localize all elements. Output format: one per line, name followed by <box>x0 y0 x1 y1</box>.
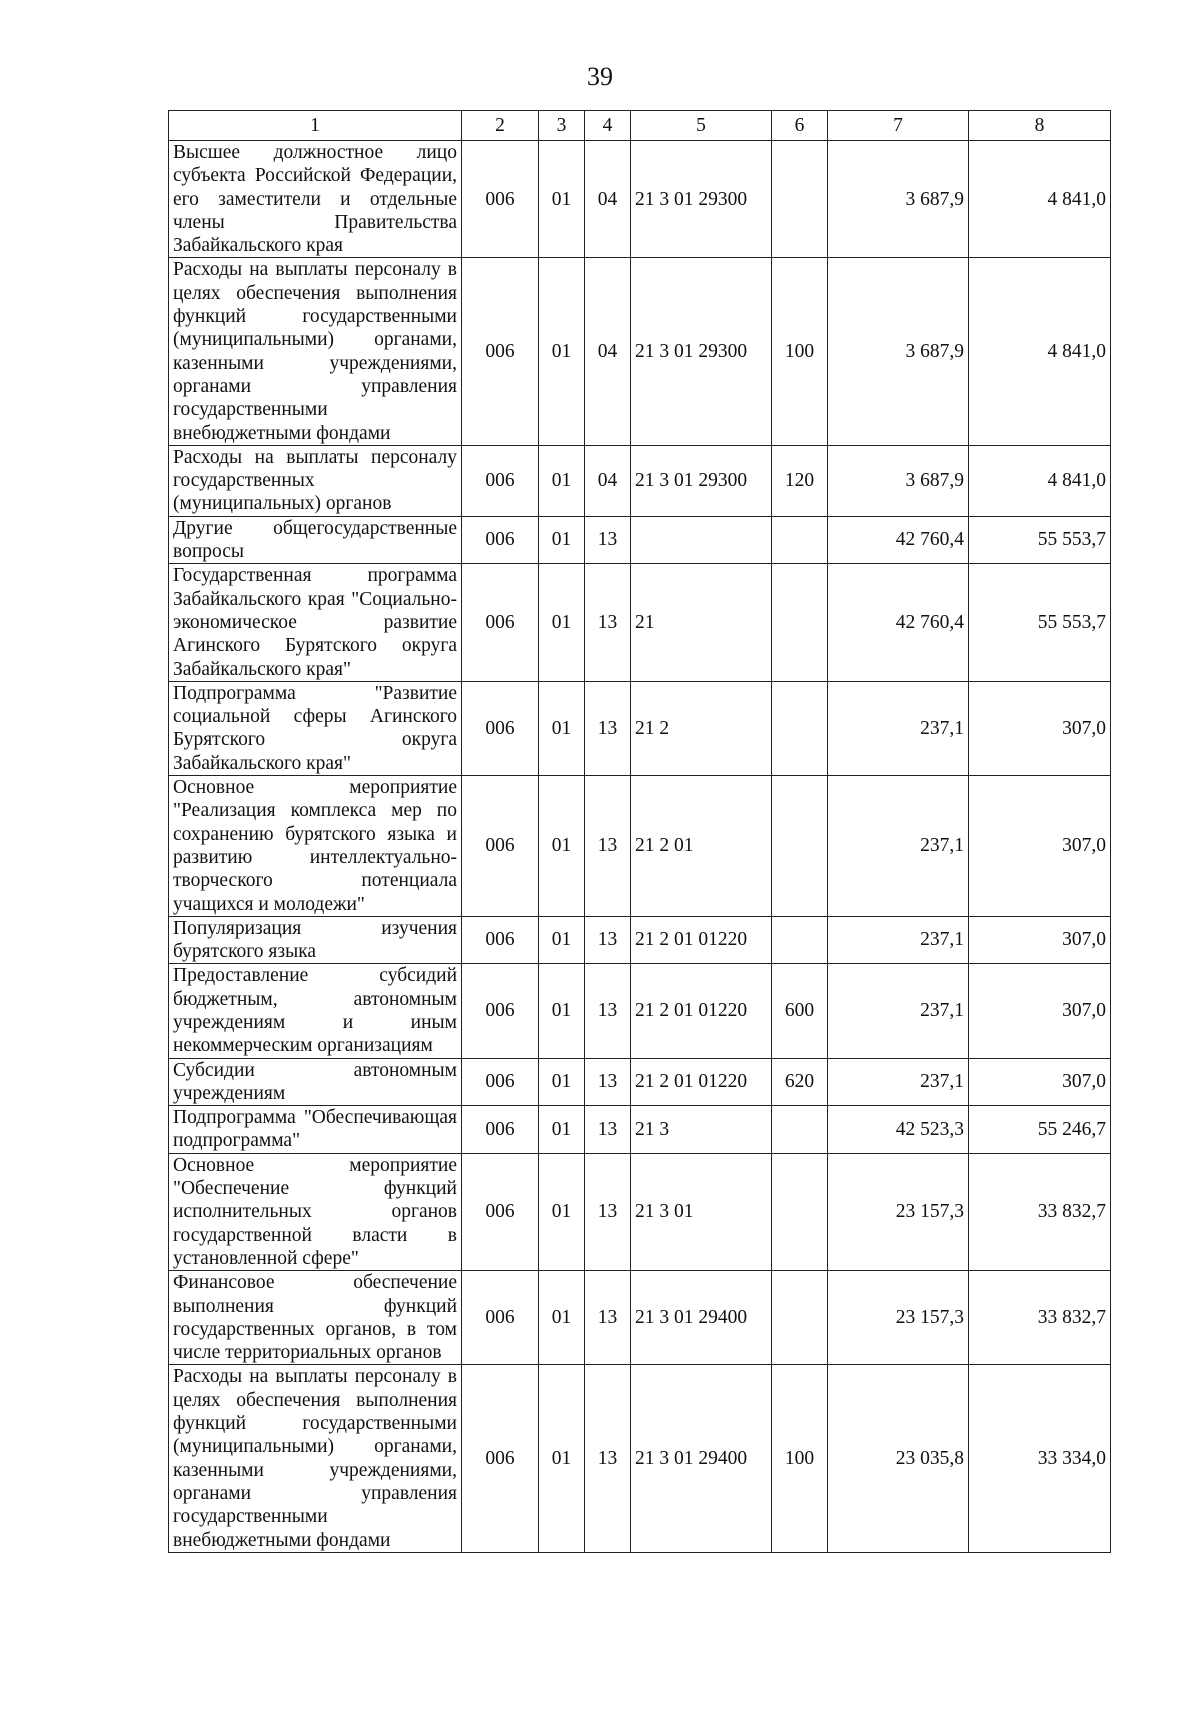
table-row <box>169 776 1111 917</box>
ministry-code-cell: 006 <box>462 776 539 917</box>
subsection-code-cell: 13 <box>585 1271 631 1365</box>
subsection-code-cell: 13 <box>585 1365 631 1552</box>
column-header: 4 <box>585 111 631 141</box>
target-article-cell <box>631 516 772 564</box>
amount-year1-cell: 42 760,4 <box>828 516 969 564</box>
amount-year2-cell: 307,0 <box>969 964 1111 1058</box>
expense-type-cell <box>772 1153 828 1270</box>
amount-year2-cell: 55 553,7 <box>969 564 1111 681</box>
section-code-cell: 01 <box>539 445 585 516</box>
amount-year2-cell: 4 841,0 <box>969 141 1111 258</box>
amount-year2-cell: 4 841,0 <box>969 445 1111 516</box>
subsection-code-cell: 13 <box>585 681 631 775</box>
header-row <box>169 111 1111 141</box>
table-row <box>169 141 1111 258</box>
subsection-code-cell: 13 <box>585 964 631 1058</box>
amount-year2-cell: 33 832,7 <box>969 1153 1111 1270</box>
row-name-cell: Государственная программа Забайкальского края "Социально-экономическое развитие Агинского Бурятского округа Забайкальского края" <box>169 564 462 681</box>
section-code-cell: 01 <box>539 681 585 775</box>
target-article-cell: 21 <box>631 564 772 681</box>
expense-type-cell <box>772 776 828 917</box>
table-row <box>169 916 1111 964</box>
amount-year1-cell: 42 760,4 <box>828 564 969 681</box>
ministry-code-cell: 006 <box>462 1271 539 1365</box>
section-code-cell: 01 <box>539 1106 585 1154</box>
ministry-code-cell: 006 <box>462 1365 539 1552</box>
amount-year1-cell: 42 523,3 <box>828 1106 969 1154</box>
ministry-code-cell: 006 <box>462 445 539 516</box>
table-row <box>169 516 1111 564</box>
expense-type-cell <box>772 564 828 681</box>
section-code-cell: 01 <box>539 776 585 917</box>
amount-year1-cell: 23 157,3 <box>828 1271 969 1365</box>
column-header: 8 <box>969 111 1111 141</box>
target-article-cell: 21 2 01 01220 <box>631 916 772 964</box>
target-article-cell: 21 3 01 29400 <box>631 1271 772 1365</box>
section-code-cell: 01 <box>539 258 585 445</box>
ministry-code-cell: 006 <box>462 681 539 775</box>
ministry-code-cell: 006 <box>462 564 539 681</box>
table-row <box>169 964 1111 1058</box>
expense-type-cell: 120 <box>772 445 828 516</box>
column-header: 1 <box>169 111 462 141</box>
amount-year2-cell: 307,0 <box>969 681 1111 775</box>
column-header: 2 <box>462 111 539 141</box>
expense-type-cell: 100 <box>772 258 828 445</box>
table-row <box>169 1058 1111 1106</box>
subsection-code-cell: 13 <box>585 1058 631 1106</box>
section-code-cell: 01 <box>539 964 585 1058</box>
amount-year1-cell: 237,1 <box>828 964 969 1058</box>
ministry-code-cell: 006 <box>462 516 539 564</box>
section-code-cell: 01 <box>539 141 585 258</box>
section-code-cell: 01 <box>539 1153 585 1270</box>
table-row <box>169 1365 1111 1552</box>
section-code-cell: 01 <box>539 916 585 964</box>
amount-year1-cell: 3 687,9 <box>828 141 969 258</box>
amount-year2-cell: 55 553,7 <box>969 516 1111 564</box>
amount-year2-cell: 307,0 <box>969 1058 1111 1106</box>
row-name-cell: Финансовое обеспечение выполнения функций государственных органов, в том числе территориальных органов <box>169 1271 462 1365</box>
amount-year1-cell: 23 035,8 <box>828 1365 969 1552</box>
expense-type-cell <box>772 916 828 964</box>
table-row <box>169 681 1111 775</box>
target-article-cell: 21 3 01 <box>631 1153 772 1270</box>
budget-table <box>168 110 1111 1553</box>
expense-type-cell <box>772 516 828 564</box>
subsection-code-cell: 13 <box>585 1153 631 1270</box>
amount-year2-cell: 55 246,7 <box>969 1106 1111 1154</box>
expense-type-cell <box>772 1106 828 1154</box>
target-article-cell: 21 2 01 <box>631 776 772 917</box>
table-row <box>169 1271 1111 1365</box>
target-article-cell: 21 2 01 01220 <box>631 964 772 1058</box>
row-name-cell: Популяризация изучения бурятского языка <box>169 916 462 964</box>
ministry-code-cell: 006 <box>462 1058 539 1106</box>
amount-year2-cell: 33 832,7 <box>969 1271 1111 1365</box>
column-header: 7 <box>828 111 969 141</box>
subsection-code-cell: 13 <box>585 916 631 964</box>
expense-type-cell: 100 <box>772 1365 828 1552</box>
subsection-code-cell: 04 <box>585 445 631 516</box>
target-article-cell: 21 3 01 29300 <box>631 141 772 258</box>
row-name-cell: Подпрограмма "Развитие социальной сферы Агинского Бурятского округа Забайкальского края" <box>169 681 462 775</box>
ministry-code-cell: 006 <box>462 141 539 258</box>
amount-year2-cell: 307,0 <box>969 776 1111 917</box>
section-code-cell: 01 <box>539 1271 585 1365</box>
amount-year2-cell: 4 841,0 <box>969 258 1111 445</box>
table-row <box>169 564 1111 681</box>
ministry-code-cell: 006 <box>462 916 539 964</box>
column-header: 5 <box>631 111 772 141</box>
subsection-code-cell: 04 <box>585 141 631 258</box>
table-row <box>169 1153 1111 1270</box>
row-name-cell: Основное мероприятие "Реализация комплекса мер по сохранению бурятского языка и развитию интеллектуально-творческого потенциала учащихся и молодежи" <box>169 776 462 917</box>
row-name-cell: Высшее должностное лицо субъекта Российской Федерации, его заместители и отдельные члены Правительства Забайкальского края <box>169 141 462 258</box>
row-name-cell: Расходы на выплаты персоналу в целях обеспечения выполнения функций государственными (муниципальными) органами, казенными учреждениями, органами управления государственными внебюджетными фондами <box>169 1365 462 1552</box>
amount-year1-cell: 237,1 <box>828 1058 969 1106</box>
ministry-code-cell: 006 <box>462 1153 539 1270</box>
subsection-code-cell: 13 <box>585 776 631 917</box>
target-article-cell: 21 3 01 29400 <box>631 1365 772 1552</box>
row-name-cell: Подпрограмма "Обеспечивающая подпрограмма" <box>169 1106 462 1154</box>
target-article-cell: 21 3 <box>631 1106 772 1154</box>
column-header: 6 <box>772 111 828 141</box>
amount-year1-cell: 3 687,9 <box>828 445 969 516</box>
expense-type-cell <box>772 1271 828 1365</box>
row-name-cell: Субсидии автономным учреждениям <box>169 1058 462 1106</box>
subsection-code-cell: 13 <box>585 1106 631 1154</box>
row-name-cell: Расходы на выплаты персоналу в целях обеспечения выполнения функций государственными (муниципальными) органами, казенными учреждениями, органами управления государственными внебюджетными фондами <box>169 258 462 445</box>
expense-type-cell: 620 <box>772 1058 828 1106</box>
amount-year1-cell: 23 157,3 <box>828 1153 969 1270</box>
column-header: 3 <box>539 111 585 141</box>
section-code-cell: 01 <box>539 564 585 681</box>
row-name-cell: Основное мероприятие "Обеспечение функций исполнительных органов государственной власти в установленной сфере" <box>169 1153 462 1270</box>
table-row <box>169 1106 1111 1154</box>
amount-year2-cell: 307,0 <box>969 916 1111 964</box>
row-name-cell: Другие общегосударственные вопросы <box>169 516 462 564</box>
row-name-cell: Расходы на выплаты персоналу государственных (муниципальных) органов <box>169 445 462 516</box>
subsection-code-cell: 13 <box>585 564 631 681</box>
target-article-cell: 21 2 <box>631 681 772 775</box>
section-code-cell: 01 <box>539 1058 585 1106</box>
ministry-code-cell: 006 <box>462 258 539 445</box>
amount-year1-cell: 3 687,9 <box>828 258 969 445</box>
expense-type-cell: 600 <box>772 964 828 1058</box>
table-row <box>169 258 1111 445</box>
target-article-cell: 21 3 01 29300 <box>631 445 772 516</box>
target-article-cell: 21 2 01 01220 <box>631 1058 772 1106</box>
expense-type-cell <box>772 141 828 258</box>
amount-year1-cell: 237,1 <box>828 681 969 775</box>
section-code-cell: 01 <box>539 1365 585 1552</box>
amount-year2-cell: 33 334,0 <box>969 1365 1111 1552</box>
table-row <box>169 445 1111 516</box>
expense-type-cell <box>772 681 828 775</box>
subsection-code-cell: 04 <box>585 258 631 445</box>
amount-year1-cell: 237,1 <box>828 776 969 917</box>
page-number: 39 <box>587 62 613 91</box>
target-article-cell: 21 3 01 29300 <box>631 258 772 445</box>
ministry-code-cell: 006 <box>462 1106 539 1154</box>
subsection-code-cell: 13 <box>585 516 631 564</box>
amount-year1-cell: 237,1 <box>828 916 969 964</box>
section-code-cell: 01 <box>539 516 585 564</box>
row-name-cell: Предоставление субсидий бюджетным, автономным учреждениям и иным некоммерческим организациям <box>169 964 462 1058</box>
ministry-code-cell: 006 <box>462 964 539 1058</box>
